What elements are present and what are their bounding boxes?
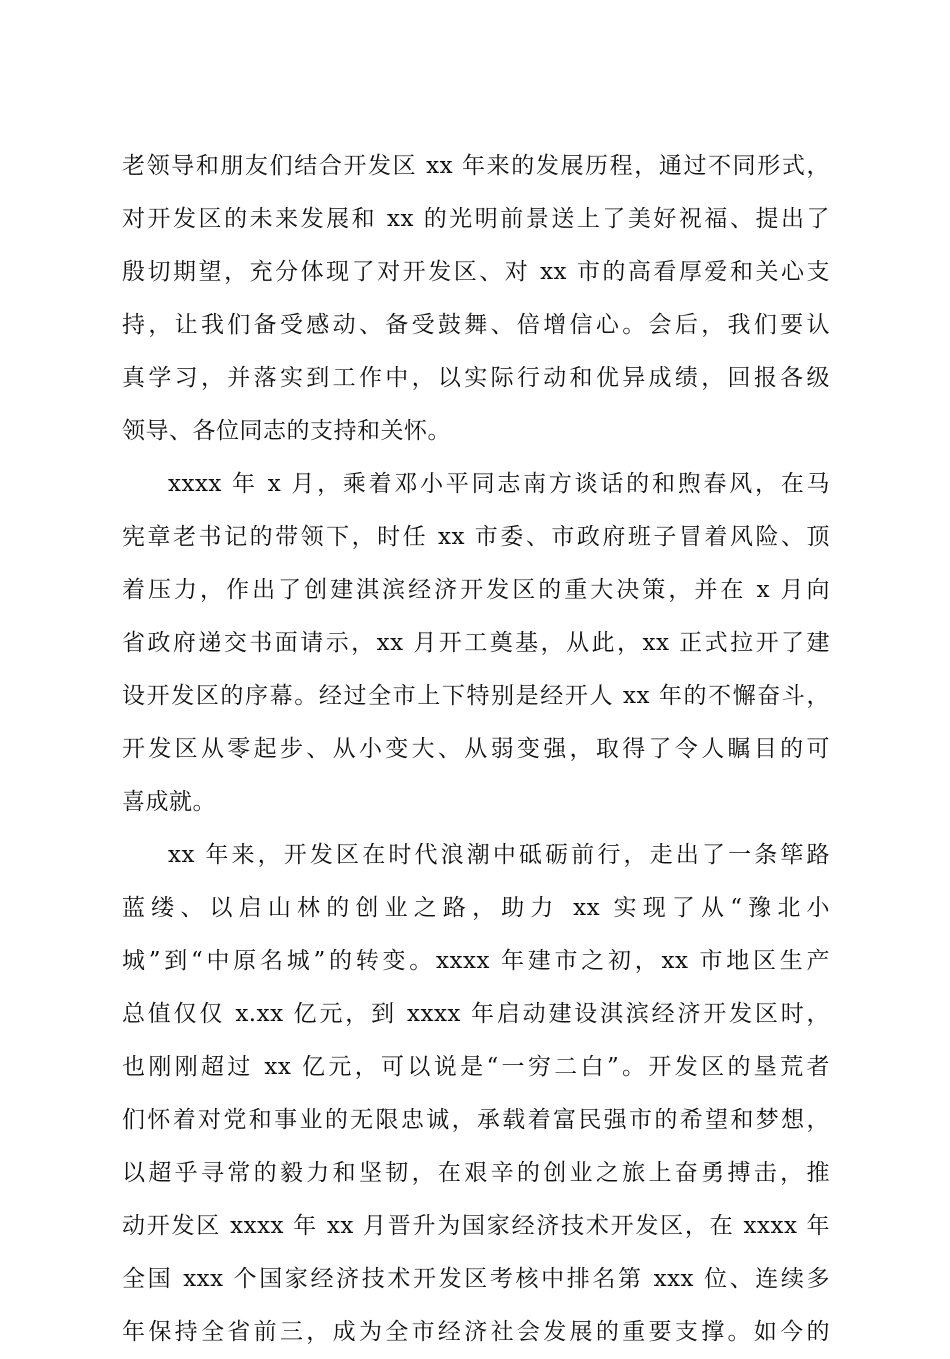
- text-line: 老领导和朋友们结合开发区 xx 年来的发展历程，通过不同形式，: [122, 153, 830, 179]
- text-line: 着压力，作出了创建淇滨经济开发区的重大决策，并在 x 月向: [122, 577, 830, 603]
- text-line: xxxx 年 x 月，乘着邓小平同志南方谈话的和煦春风，在马: [168, 471, 830, 497]
- text-line: 领导、各位同志的支持和关怀。: [122, 418, 451, 444]
- text-line: 年保持全省前三，成为全市经济社会发展的重要支撑。如今的: [122, 1319, 830, 1345]
- text-line: 们怀着对党和事业的无限忠诚，承载着富民强市的希望和梦想，: [122, 1107, 830, 1133]
- document-body: [122, 140, 830, 1359]
- text-line: 动开发区 xxxx 年 xx 月晋升为国家经济技术开发区，在 xxxx 年: [122, 1213, 830, 1239]
- text-line: xx 年来，开发区在时代浪潮中砥砺前行，走出了一条筚路: [168, 842, 830, 868]
- text-line: 总值仅仅 x.xx 亿元，到 xxxx 年启动建设淇滨经济开发区时，: [122, 1001, 830, 1027]
- text-line: 真学习，并落实到工作中，以实际行动和优异成绩，回报各级: [122, 365, 830, 391]
- text-line: 喜成就。: [122, 789, 216, 815]
- text-line: 开发区从零起步、从小变大、从弱变强，取得了令人瞩目的可: [122, 736, 830, 762]
- text-line: 持，让我们备受感动、备受鼓舞、倍增信心。会后，我们要认: [122, 312, 830, 338]
- text-line: 也刚刚超过 xx 亿元，可以说是“一穷二白”。开发区的垦荒者: [122, 1054, 830, 1080]
- text-line: 全国 xxx 个国家经济技术开发区考核中排名第 xxx 位、连续多: [122, 1266, 830, 1292]
- text-line: 城”到“中原名城”的转变。xxxx 年建市之初，xx 市地区生产: [122, 948, 830, 974]
- text-line: 对开发区的未来发展和 xx 的光明前景送上了美好祝福、提出了: [122, 206, 830, 232]
- text-line: 以超乎寻常的毅力和坚韧，在艰辛的创业之旅上奋勇搏击，推: [122, 1160, 830, 1186]
- text-line: 省政府递交书面请示，xx 月开工奠基，从此，xx 正式拉开了建: [122, 630, 830, 656]
- text-line: 殷切期望，充分体现了对开发区、对 xx 市的高看厚爱和关心支: [122, 259, 830, 285]
- text-line: 蓝缕、以启山林的创业之路，助力 xx 实现了从“豫北小: [122, 895, 830, 921]
- text-line: 设开发区的序幕。经过全市上下特别是经开人 xx 年的不懈奋斗，: [122, 683, 830, 709]
- text-line: 宪章老书记的带领下，时任 xx 市委、市政府班子冒着风险、顶: [122, 524, 830, 550]
